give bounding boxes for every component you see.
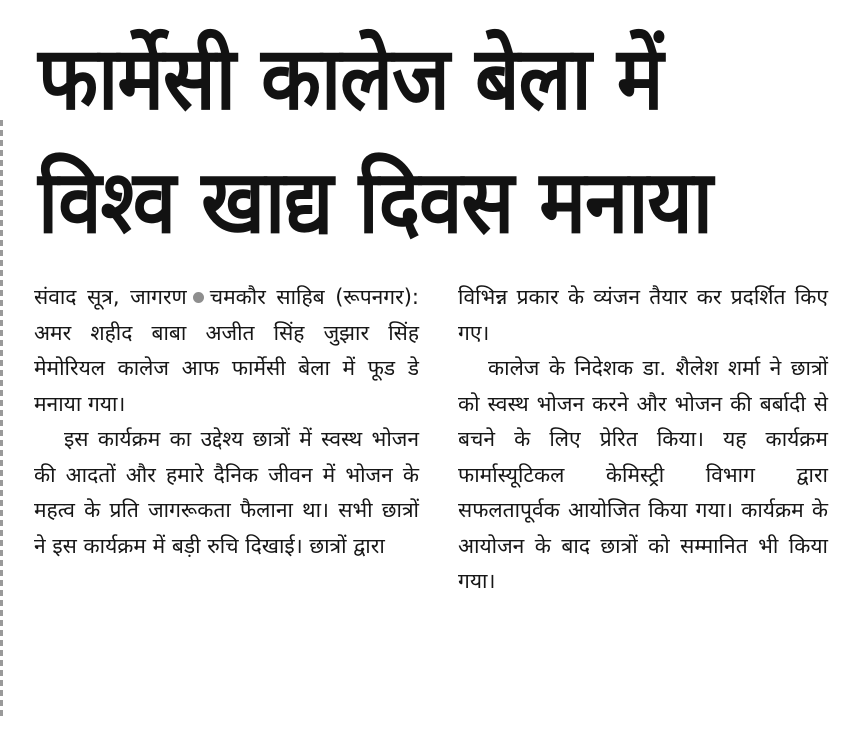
headline <box>38 18 818 264</box>
headline-line-1: फार्मेसी कालेज बेला में <box>38 29 663 131</box>
article-paragraph: विभिन्न प्रकार के व्यंजन तैयार कर प्रदर्शित किए गए। <box>458 285 828 345</box>
dateline-place: चमकौर साहिब (रूपनगर): <box>209 285 419 309</box>
bullet-icon <box>193 292 204 303</box>
dateline-source: संवाद सूत्र, जागरण <box>34 285 187 309</box>
article-paragraph <box>34 280 419 422</box>
article-paragraph: इस कार्यक्रम का उद्देश्य छात्रों में स्वस्थ भोजन की आदतों और हमारे दैनिक जीवन में भोजन के महत्व के प्रति जागरूकता फैलाना था। सभी छात्रों ने इस कार्यक्रम में बड़ी रुचि दिखाई। छात्रों द्वारा <box>34 427 419 558</box>
article-column-left <box>34 280 419 564</box>
article-column-right <box>458 280 828 600</box>
column-rule <box>0 120 3 720</box>
article-paragraph: कालेज के निदेशक डा. शैलेश शर्मा ने छात्रों को स्वस्थ भोजन करने और भोजन की बर्बादी से बचने के लिए प्रेरित किया। यह कार्यक्रम फार्मास्यूटिकल केमिस्ट्री विभाग द्वारा सफलतापूर्वक आयोजित किया गया। कार्यक्रम के आयोजन के बाद छात्रों को सम्मानित भी किया गया। <box>458 356 828 593</box>
paragraph-text: अमर शहीद बाबा अजीत सिंह जुझार सिंह मेमोरियल कालेज आफ फार्मेसी बेला में फूड डे मनाया गया। <box>34 320 419 416</box>
headline-line-2: विश्व खाद्य दिवस मनाया <box>38 152 712 254</box>
